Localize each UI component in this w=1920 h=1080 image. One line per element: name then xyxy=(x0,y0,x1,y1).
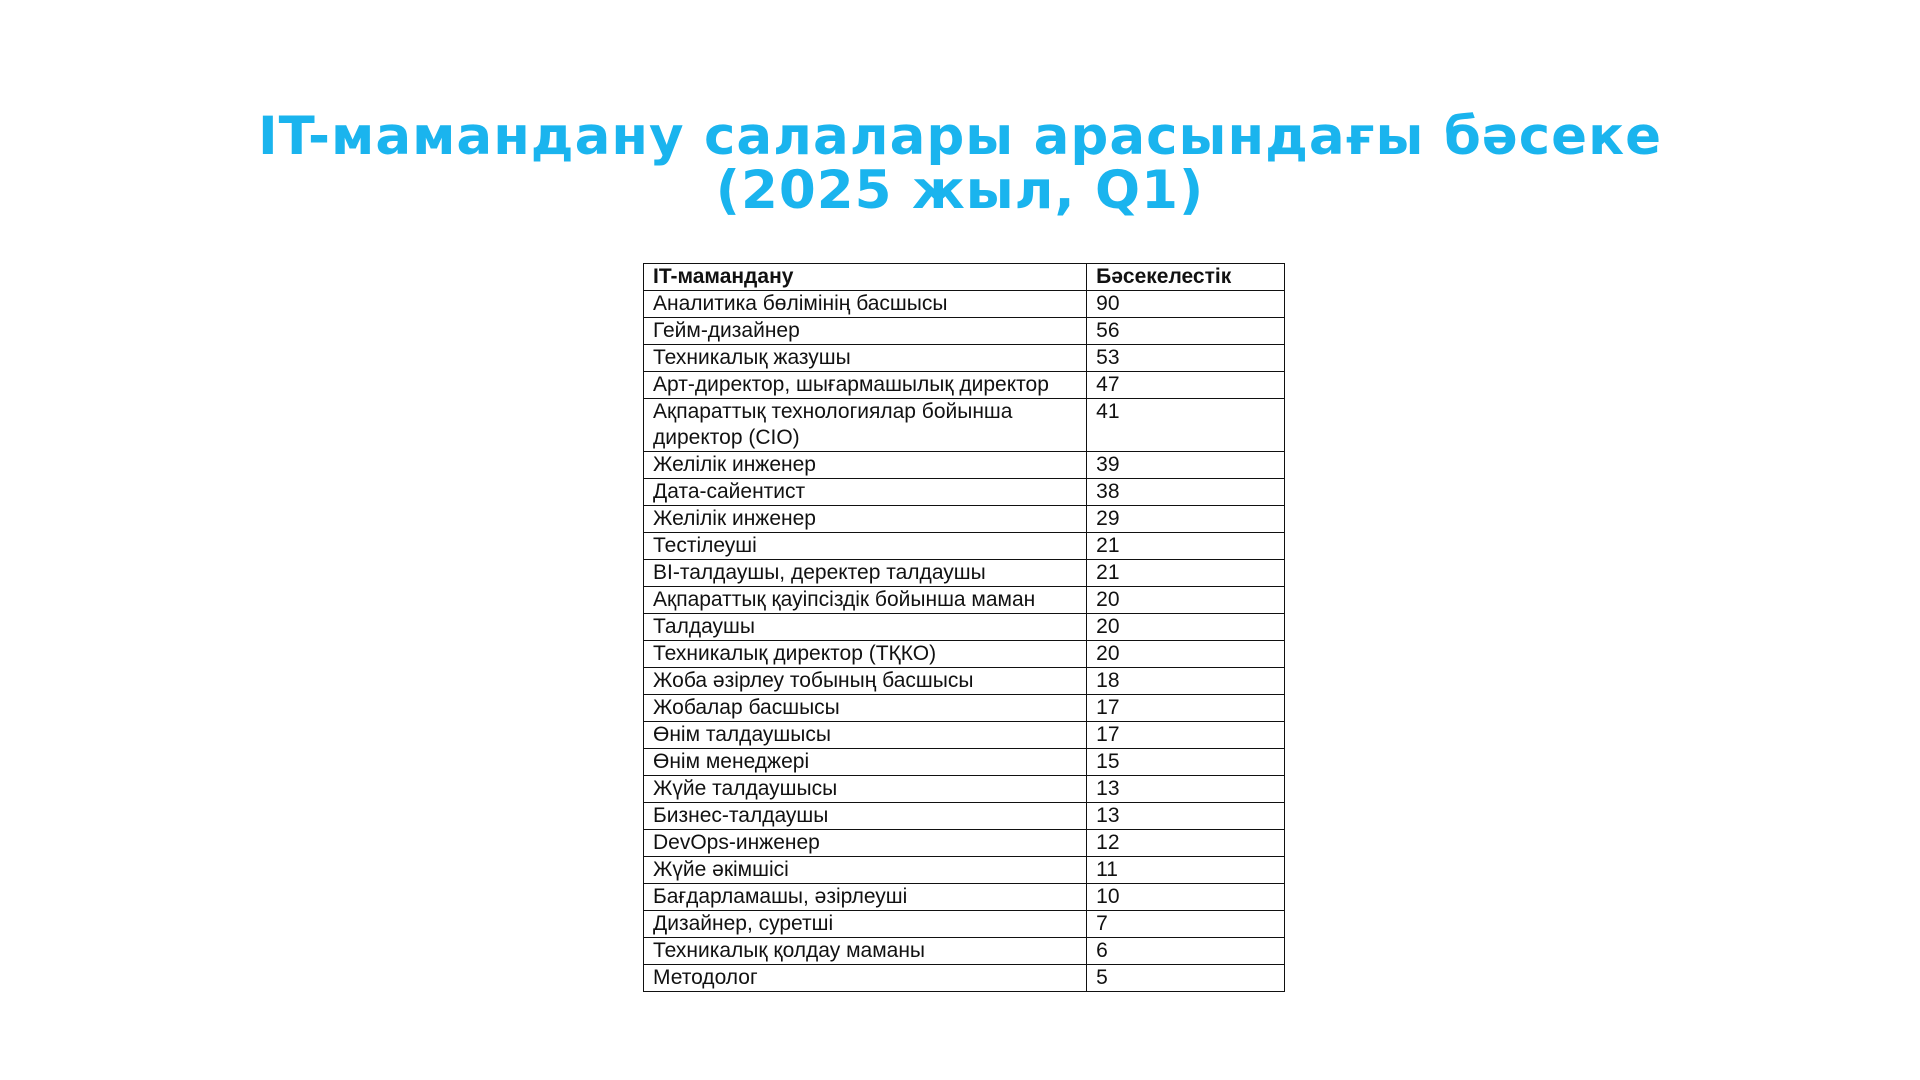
table-row xyxy=(644,560,1285,587)
table-row xyxy=(644,938,1285,965)
competition-value-cell: 11 xyxy=(1087,857,1285,884)
competition-value-cell: 20 xyxy=(1087,614,1285,641)
specialization-cell: Техникалық жазушы xyxy=(644,345,1087,372)
competition-value-cell: 13 xyxy=(1087,776,1285,803)
table-row xyxy=(644,749,1285,776)
column-header-specialization: IT-мамандану xyxy=(644,264,1087,291)
competition-value-cell: 90 xyxy=(1087,291,1285,318)
competition-value-cell: 17 xyxy=(1087,722,1285,749)
table-row xyxy=(644,722,1285,749)
table-header-row xyxy=(644,264,1285,291)
page-title xyxy=(0,106,1920,221)
table-row xyxy=(644,533,1285,560)
specialization-cell: Арт-директор, шығармашылық директор xyxy=(644,372,1087,399)
specialization-cell: BI-талдаушы, деректер талдаушы xyxy=(644,560,1087,587)
specialization-cell: Өнім талдаушысы xyxy=(644,722,1087,749)
table-row xyxy=(644,291,1285,318)
specialization-cell: Желілік инженер xyxy=(644,452,1087,479)
competition-value-cell: 56 xyxy=(1087,318,1285,345)
table-row xyxy=(644,776,1285,803)
column-header-competition: Бәсекелестік xyxy=(1087,264,1285,291)
specialization-cell: Жүйе әкімшісі xyxy=(644,857,1087,884)
competition-value-cell: 7 xyxy=(1087,911,1285,938)
specialization-cell: Техникалық қолдау маманы xyxy=(644,938,1087,965)
specialization-cell: DevOps-инженер xyxy=(644,830,1087,857)
competition-value-cell: 21 xyxy=(1087,533,1285,560)
table-row xyxy=(644,479,1285,506)
competition-value-cell: 20 xyxy=(1087,587,1285,614)
competition-value-cell: 17 xyxy=(1087,695,1285,722)
table-row xyxy=(644,965,1285,992)
competition-value-cell: 39 xyxy=(1087,452,1285,479)
competition-value-cell: 21 xyxy=(1087,560,1285,587)
specialization-cell: Дата-сайентист xyxy=(644,479,1087,506)
competition-value-cell: 29 xyxy=(1087,506,1285,533)
specialization-cell: Жүйе талдаушысы xyxy=(644,776,1087,803)
specialization-cell: Желілік инженер xyxy=(644,506,1087,533)
table-row xyxy=(644,668,1285,695)
table-row xyxy=(644,587,1285,614)
table-row xyxy=(644,452,1285,479)
table-row xyxy=(644,318,1285,345)
competition-value-cell: 12 xyxy=(1087,830,1285,857)
competition-table xyxy=(643,263,1285,992)
table-body xyxy=(644,291,1285,992)
table-row xyxy=(644,911,1285,938)
table-row xyxy=(644,803,1285,830)
specialization-cell: Ақпараттық қауіпсіздік бойынша маман xyxy=(644,587,1087,614)
title-line-1: IT-мамандану салалары арасындағы бәсеке xyxy=(257,106,1663,167)
specialization-cell: Ақпараттық технологиялар бойынша директор (CIO) xyxy=(644,399,1087,452)
competition-value-cell: 38 xyxy=(1087,479,1285,506)
competition-value-cell: 47 xyxy=(1087,372,1285,399)
specialization-cell: Гейм-дизайнер xyxy=(644,318,1087,345)
table-row xyxy=(644,399,1285,452)
specialization-cell: Техникалық директор (ТҚКО) xyxy=(644,641,1087,668)
competition-value-cell: 15 xyxy=(1087,749,1285,776)
table-row xyxy=(644,695,1285,722)
competition-value-cell: 5 xyxy=(1087,965,1285,992)
specialization-cell: Дизайнер, суретші xyxy=(644,911,1087,938)
table-row xyxy=(644,641,1285,668)
competition-value-cell: 10 xyxy=(1087,884,1285,911)
specialization-cell: Талдаушы xyxy=(644,614,1087,641)
table-row xyxy=(644,857,1285,884)
table-row xyxy=(644,372,1285,399)
table-row xyxy=(644,614,1285,641)
specialization-cell: Бағдарламашы, әзірлеуші xyxy=(644,884,1087,911)
competition-value-cell: 41 xyxy=(1087,399,1285,452)
title-line-2: (2025 жыл, Q1) xyxy=(715,160,1205,221)
table-header xyxy=(644,264,1285,291)
specialization-cell: Бизнес-талдаушы xyxy=(644,803,1087,830)
table-row xyxy=(644,506,1285,533)
table-row xyxy=(644,830,1285,857)
specialization-cell: Тестілеуші xyxy=(644,533,1087,560)
competition-value-cell: 6 xyxy=(1087,938,1285,965)
competition-value-cell: 20 xyxy=(1087,641,1285,668)
specialization-cell: Жобалар басшысы xyxy=(644,695,1087,722)
table-row xyxy=(644,345,1285,372)
competition-value-cell: 53 xyxy=(1087,345,1285,372)
competition-value-cell: 18 xyxy=(1087,668,1285,695)
competition-value-cell: 13 xyxy=(1087,803,1285,830)
specialization-cell: Методолог xyxy=(644,965,1087,992)
specialization-cell: Өнім менеджері xyxy=(644,749,1087,776)
specialization-cell: Жоба әзірлеу тобының басшысы xyxy=(644,668,1087,695)
specialization-cell: Аналитика бөлімінің басшысы xyxy=(644,291,1087,318)
table-row xyxy=(644,884,1285,911)
